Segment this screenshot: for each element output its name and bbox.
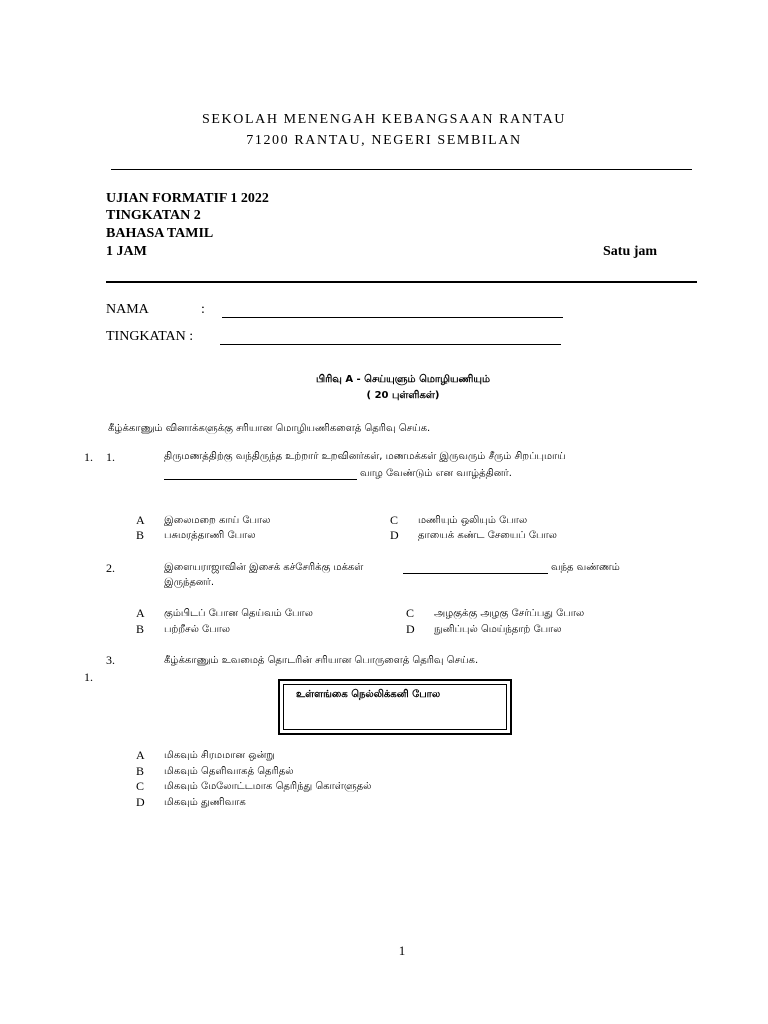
q3-number: 3. — [106, 653, 115, 667]
boxed-phrase: உள்ளங்கை நெல்லிக்கனி போல — [296, 689, 441, 700]
exam-form: TINGKATAN 2 — [106, 208, 201, 223]
class-label: TINGKATAN : — [106, 329, 194, 344]
q2-text-line1a: இளையராஜாவின் இசைக் கச்சேரிக்கு மக்கள் — [164, 562, 364, 573]
q1-blank — [164, 479, 357, 480]
name-label: NAMA — [106, 302, 149, 317]
exam-title: UJIAN FORMATIF 1 2022 — [106, 191, 269, 206]
q3-option-b-text: மிகவும் தெளிவாகத் தெரிதல் — [164, 766, 294, 777]
q3-option-a-letter[interactable]: A — [136, 748, 145, 762]
q1-option-c-text: மணியும் ஒலியும் போல — [418, 515, 528, 526]
q1-text-line2: வாழ வேண்டும் என வாழ்த்தினர். — [360, 468, 512, 479]
exam-duration-words: Satu jam — [603, 244, 658, 259]
q1-option-d-text: தாயைக் கண்ட சேயைப் போல — [418, 530, 557, 541]
name-field[interactable] — [222, 317, 563, 318]
class-field[interactable] — [220, 344, 561, 345]
q1-option-d-letter[interactable]: D — [390, 528, 399, 542]
name-colon: : — [201, 302, 205, 317]
q3-option-c-letter[interactable]: C — [136, 779, 145, 793]
section-instruction: கீழ்க்காணும் வினாக்களுக்கு சரியான மொழியணிகளைத் தெரிவு செய்க. — [108, 423, 431, 434]
q3-margin-number: 1. — [84, 670, 93, 684]
q1-number: 1. — [106, 450, 115, 464]
exam-subject: BAHASA TAMIL — [106, 226, 214, 241]
header-divider — [111, 169, 692, 170]
section-title: பிரிவு A - செய்யுளும் மொழியணியும் — [315, 374, 491, 385]
q3-option-d-text: மிகவும் துணிவாக — [164, 797, 246, 808]
q3-option-c-text: மிகவும் மேலோட்டமாக தெரிந்து கொள்ளுதல் — [164, 781, 372, 792]
q2-text-line2: இருந்தனர். — [164, 577, 215, 588]
page-number: 1 — [398, 943, 406, 958]
q2-blank — [403, 573, 548, 574]
info-divider — [106, 281, 697, 283]
q2-option-d-letter[interactable]: D — [406, 622, 415, 636]
q2-option-b-letter[interactable]: B — [136, 622, 145, 636]
q3-option-a-text: மிகவும் சிரமமான ஒன்று — [164, 750, 275, 761]
q2-option-c-letter[interactable]: C — [406, 606, 415, 620]
q1-option-b-text: பசுமரத்தாணி போல — [164, 530, 256, 541]
q1-option-a-text: இலைமறை காய் போல — [164, 515, 271, 526]
q1-option-a-letter[interactable]: A — [136, 513, 145, 527]
school-name: SEKOLAH MENENGAH KEBANGSAAN RANTAU — [202, 112, 566, 127]
exam-duration: 1 JAM — [106, 244, 147, 259]
q2-text-line1b: வந்த வண்ணம் — [551, 562, 620, 573]
q3-option-b-letter[interactable]: B — [136, 764, 145, 778]
school-address: 71200 RANTAU, NEGERI SEMBILAN — [246, 133, 522, 148]
q1-margin-number: 1. — [84, 450, 93, 464]
q2-option-a-letter[interactable]: A — [136, 606, 145, 620]
q2-number: 2. — [106, 561, 115, 575]
q1-option-b-letter[interactable]: B — [136, 528, 145, 542]
q2-option-b-text: பற்றீசல் போல — [164, 624, 231, 635]
q3-text: கீழ்க்காணும் உவமைத் தொடரின் சரியான பொருளைத் தெரிவு செய்க. — [164, 655, 479, 666]
q1-option-c-letter[interactable]: C — [390, 513, 399, 527]
section-marks: ( 20 புள்ளிகள்) — [366, 390, 440, 401]
q3-option-d-letter[interactable]: D — [136, 795, 145, 809]
q2-option-a-text: கும்பிடப் போன தெய்வம் போல — [164, 608, 313, 619]
q2-option-d-text: நுனிப்புல் மெய்ந்தாற் போல — [434, 624, 562, 635]
q1-text-line1: திருமணத்திற்கு வந்திருந்த உற்றார் உறவினர்கள், மணமக்கள் இருவரும் சீரும் சிறப்புமாய் — [164, 451, 566, 462]
q2-option-c-text: அழகுக்கு அழகு சேர்ப்பது போல — [434, 608, 585, 619]
